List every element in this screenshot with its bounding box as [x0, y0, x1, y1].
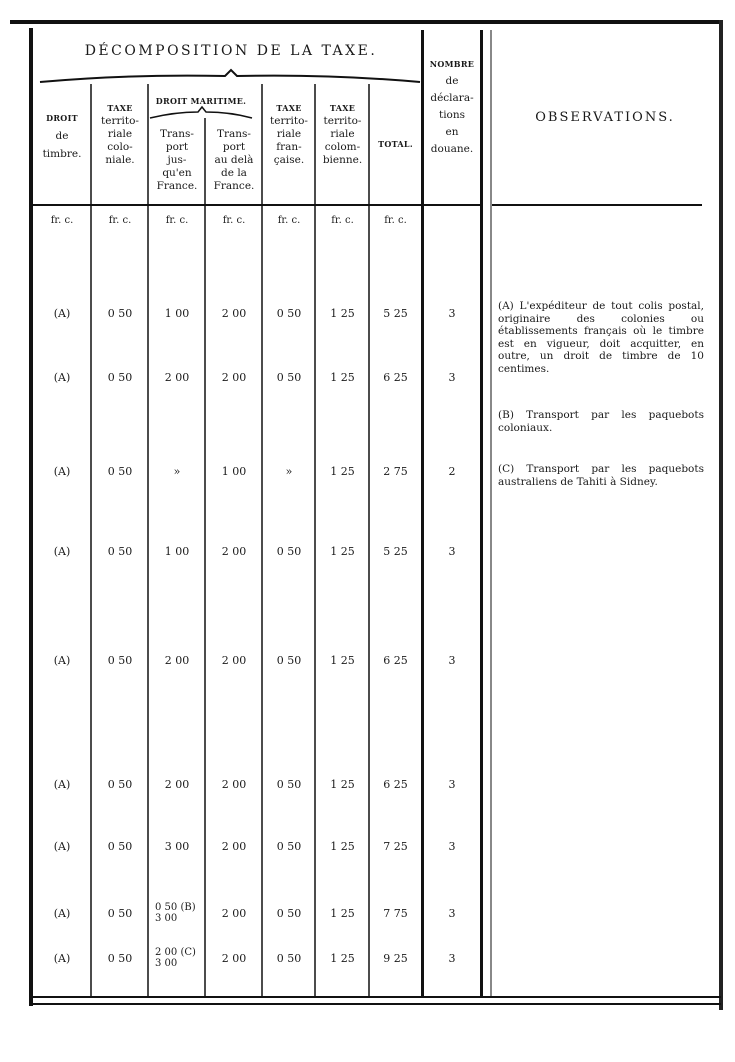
table-cell-total: 9 25	[383, 952, 408, 965]
table-cell-jusqu: »	[173, 465, 181, 478]
table-cell-timbre: (A)	[53, 840, 71, 853]
table-cell-franc: 0 50	[276, 545, 302, 558]
table-cell-total: 5 25	[383, 545, 408, 558]
table-cell-dela: 2 00	[221, 840, 247, 853]
table-cell-total: 6 25	[383, 654, 408, 667]
table-title: DÉCOMPOSITION DE LA TAXE.	[84, 43, 378, 59]
table-cell-colo: 0 50	[107, 840, 133, 853]
table-cell-colom: 1 25	[330, 465, 355, 478]
table-cell-jusqu: 3 00	[164, 840, 190, 853]
table-cell-franc: »	[285, 465, 293, 478]
table-cell-jusqu: 1 00	[164, 307, 190, 320]
table-cell-colom: 1 25	[330, 371, 355, 384]
table-cell-nombre: 2	[448, 465, 456, 478]
header-taxe-francaise: TAXE territo- riale fran- çaise.	[270, 103, 308, 166]
observation-note-a: (A) L'expéditeur de tout colis postal, originaire des colonies ou établissements français où le timbre est en vigueur, doit acquitter, en outre, un droit de timbre de 10 centimes.	[498, 300, 704, 375]
header-nombre-declarations: NOMBRE de déclara- tions en douane.	[429, 59, 475, 155]
table-cell-nombre: 3	[448, 371, 456, 384]
table-cell-franc: 0 50	[276, 778, 302, 791]
table-cell-colo: 0 50	[107, 307, 133, 320]
table-cell-braced	[155, 947, 196, 969]
table-cell-colo: 0 50	[107, 465, 133, 478]
table-cell-colo: 0 50	[107, 952, 133, 965]
unit-label: fr. c.	[277, 215, 301, 226]
table-cell-nombre: 3	[448, 778, 456, 791]
unit-label: fr. c.	[108, 215, 132, 226]
table-cell-total: 5 25	[383, 307, 408, 320]
table-cell-colo: 0 50	[107, 778, 133, 791]
table-cell-timbre: (A)	[53, 465, 71, 478]
observation-note-b: (B) Transport par les paquebots coloniaux.	[498, 409, 704, 434]
table-cell-colo: 0 50	[107, 545, 133, 558]
table-cell-line: 2 00 (C)	[155, 947, 196, 958]
unit-label: fr. c.	[165, 215, 189, 226]
unit-label: fr. c.	[384, 215, 407, 226]
table-cell-franc: 0 50	[276, 371, 302, 384]
unit-label: fr. c.	[50, 215, 74, 226]
table-cell-nombre: 3	[448, 307, 456, 320]
table-cell-franc: 0 50	[276, 654, 302, 667]
table-cell-jusqu: 1 00	[164, 545, 190, 558]
table-cell-timbre: (A)	[53, 907, 71, 920]
unit-label: fr. c.	[222, 215, 246, 226]
table-cell-colo: 0 50	[107, 371, 133, 384]
table-cell-dela: 2 00	[221, 907, 247, 920]
header-total: TOTAL.	[378, 139, 413, 149]
table-cell-colom: 1 25	[330, 654, 355, 667]
table-cell-dela: 2 00	[221, 952, 247, 965]
table-cell-nombre: 3	[448, 654, 456, 667]
table-cell-timbre: (A)	[53, 778, 71, 791]
header-taxe-coloniale: TAXE territo- riale colo- niale.	[101, 103, 139, 166]
table-cell-colom: 1 25	[330, 545, 355, 558]
table-cell-total: 6 25	[383, 371, 408, 384]
table-cell-colom: 1 25	[330, 840, 355, 853]
group-header-droit-maritime: DROIT MARITIME.	[155, 96, 247, 106]
header-transport-jusqu-france: Trans- port jus- qu'en France.	[156, 128, 198, 192]
table-cell-nombre: 3	[448, 840, 456, 853]
table-cell-colo: 0 50	[107, 907, 133, 920]
table-cell-nombre: 3	[448, 907, 456, 920]
header-droit-timbre: DROIT de timbre.	[42, 113, 82, 160]
table-cell-franc: 0 50	[276, 952, 302, 965]
observations-title: OBSERVATIONS.	[535, 110, 675, 125]
table-cell-colom: 1 25	[330, 952, 355, 965]
table-cell-timbre: (A)	[53, 654, 71, 667]
table-cell-line: 0 50 (B)	[155, 902, 196, 913]
table-cell-dela: 2 00	[221, 778, 247, 791]
table-cell-line: 3 00	[155, 958, 178, 969]
table-cell-total: 6 25	[383, 778, 408, 791]
table-cell-dela: 2 00	[221, 654, 247, 667]
table-cell-total: 2 75	[383, 465, 408, 478]
table-cell-dela: 1 00	[221, 465, 247, 478]
table-cell-jusqu: 2 00	[164, 371, 190, 384]
table-cell-timbre: (A)	[53, 952, 71, 965]
table-cell-timbre: (A)	[53, 307, 71, 320]
table-cell-colom: 1 25	[330, 907, 355, 920]
table-cell-dela: 2 00	[221, 307, 247, 320]
table-cell-franc: 0 50	[276, 307, 302, 320]
unit-label: fr. c.	[331, 215, 354, 226]
table-cell-jusqu: 2 00	[164, 778, 190, 791]
table-cell-total: 7 75	[383, 907, 408, 920]
observation-note-c: (C) Transport par les paquebots australiens de Tahiti à Sidney.	[498, 463, 704, 488]
table-cell-colo: 0 50	[107, 654, 133, 667]
table-cell-dela: 2 00	[221, 371, 247, 384]
table-cell-colom: 1 25	[330, 778, 355, 791]
header-taxe-colombienne: TAXE territo- riale colom- bienne.	[322, 103, 363, 166]
table-cell-nombre: 3	[448, 952, 456, 965]
table-cell-timbre: (A)	[53, 371, 71, 384]
table-cell-braced	[155, 902, 196, 924]
table-cell-dela: 2 00	[221, 545, 247, 558]
table-cell-timbre: (A)	[53, 545, 71, 558]
table-cell-franc: 0 50	[276, 907, 302, 920]
table-cell-franc: 0 50	[276, 840, 302, 853]
table-cell-line: 3 00	[155, 913, 178, 924]
table-cell-nombre: 3	[448, 545, 456, 558]
table-cell-total: 7 25	[383, 840, 408, 853]
table-cell-colom: 1 25	[330, 307, 355, 320]
table-cell-jusqu: 2 00	[164, 654, 190, 667]
header-transport-dela-france: Trans- port au delà de la France.	[213, 128, 255, 192]
